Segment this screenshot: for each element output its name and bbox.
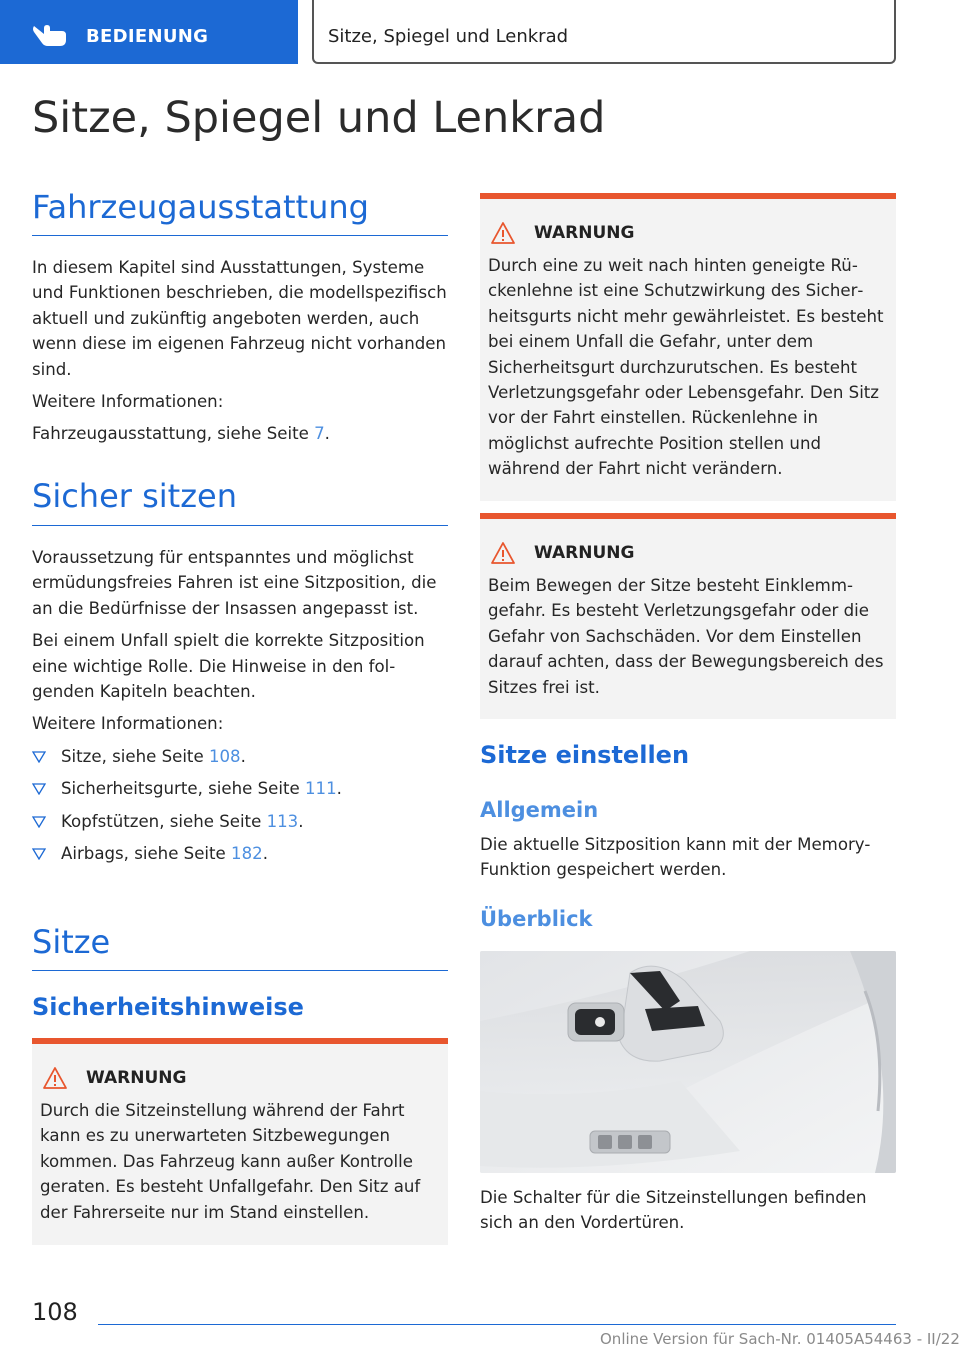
reference-list	[32, 744, 448, 867]
subheading-sitze-einstellen: Sitze einstellen	[480, 741, 690, 769]
page-link[interactable]: 108	[208, 746, 241, 766]
list-item: Airbags, siehe Seite 182.	[32, 841, 448, 866]
section-fahrzeugausstattung-body	[32, 255, 448, 447]
warning-header: WARNUNG	[488, 541, 886, 565]
paragraph: Die aktuelle Sitzposition kann mit der Memory-Funktion gespeichert werden.	[480, 835, 871, 880]
bullet-triangle-icon	[32, 848, 46, 860]
warning-box	[32, 1038, 448, 1245]
list-item: Sitze, siehe Seite 108.	[32, 744, 448, 769]
header-section-tab[interactable]	[0, 0, 298, 64]
footer-online-version: Online Version für Sach-Nr. 01405A54463 - II/22	[600, 1330, 960, 1348]
list-item: Kopfstützen, siehe Seite 113.	[32, 809, 448, 834]
page-link[interactable]: 182	[231, 844, 263, 864]
page-title: Sitze, Spiegel und Lenkrad	[32, 93, 606, 143]
bullet-triangle-icon	[32, 816, 46, 828]
section-sicher-sitzen-body	[32, 545, 448, 873]
header-chapter-label: Sitze, Spiegel und Lenkrad	[328, 26, 569, 47]
page-link[interactable]: 113	[266, 811, 299, 831]
subheading-allgemein: Allgemein	[480, 798, 599, 822]
paragraph: Bei einem Unfall spielt die korrekte Sitzposition eine wichtige Rolle. Die Hinweise in den folgenden Kapiteln beachten.	[32, 631, 425, 702]
bullet-triangle-icon	[32, 751, 46, 763]
section-divider	[32, 235, 448, 236]
paragraph: Weitere Informationen:	[32, 714, 224, 734]
section-divider	[32, 525, 448, 526]
paragraph: Weitere Informationen:	[32, 392, 224, 412]
pointing-hand-icon	[32, 22, 68, 48]
warning-header: WARNUNG	[488, 221, 886, 245]
paragraph-reference: Fahrzeugausstattung, siehe Seite 7.	[32, 424, 330, 444]
warning-header: WARNUNG	[40, 1066, 438, 1090]
warning-box	[480, 513, 896, 719]
door-seat-switch-image	[480, 951, 896, 1173]
header-section-label: BEDIENUNG	[86, 26, 209, 47]
warning-triangle-icon	[490, 221, 516, 245]
list-item: Sicherheitsgurte, siehe Seite 111.	[32, 776, 448, 801]
page-number: 108	[32, 1298, 78, 1326]
image-caption: Die Schalter für die Sitzeinstellungen befinden sich an den Vordertüren.	[480, 1188, 867, 1233]
warning-box	[480, 193, 896, 501]
paragraph: In diesem Kapitel sind Ausstattungen, Systeme und Funktionen beschrieben, die modellspezifisch aktuell und zukünftig angeboten werden, auch wenn diese im eigenen Fahrzeug nicht vorhanden sind.	[32, 258, 447, 379]
footer-divider	[98, 1324, 896, 1325]
page-link[interactable]: 111	[304, 779, 337, 799]
section-divider	[32, 970, 448, 971]
warning-text: Durch die Sitzeinstellung während der Fahrt kann es zu unerwarteten Sitzbewegungen kommen. Das Fahrzeug kann außer Kontrolle geraten. Es besteht Unfallgefahr. Den Sitz auf der Fahrerseite nur im Stand einstellen.	[40, 1101, 421, 1222]
warning-text: Beim Bewegen der Sitze besteht Einklemmgefahr. Es besteht Verletzungsgefahr oder die Gefahr von Sachschäden. Vor dem Einstellen darauf achten, dass der Bewegungsbereich des Sitzes frei ist.	[488, 576, 884, 697]
heading-fahrzeugausstattung: Fahrzeugausstattung	[32, 188, 369, 226]
warning-text: Durch eine zu weit nach hinten geneigte Rückenlehne ist eine Schutzwirkung des Sicherheitsgurts nicht mehr gewährleistet. Es besteht bei einem Unfall die Gefahr, unter dem Sicherheitsgurt durchzurutschen. Es besteht Verletzungsgefahr oder Lebensgefahr. Den Sitz vor der Fahrt einstellen. Rückenlehne in möglichst aufrechte Position stellen und während der Fahrt nicht verändern.	[488, 256, 884, 479]
page-link[interactable]: 7	[314, 424, 325, 444]
bullet-triangle-icon	[32, 783, 46, 795]
door-panel-illustration	[480, 951, 896, 1173]
subheading-sicherheitshinweise: Sicherheitshinweise	[32, 993, 304, 1021]
paragraph: Voraussetzung für entspanntes und möglichst ermüdungsfreies Fahren ist eine Sitzposition, die an die Bedürfnisse der Insassen angepasst ist.	[32, 548, 437, 618]
header-chapter-box	[312, 0, 896, 64]
heading-sicher-sitzen: Sicher sitzen	[32, 477, 237, 515]
subheading-ueberblick: Überblick	[480, 907, 593, 931]
warning-triangle-icon	[490, 541, 516, 565]
heading-sitze: Sitze	[32, 923, 111, 961]
warning-triangle-icon	[42, 1066, 68, 1090]
